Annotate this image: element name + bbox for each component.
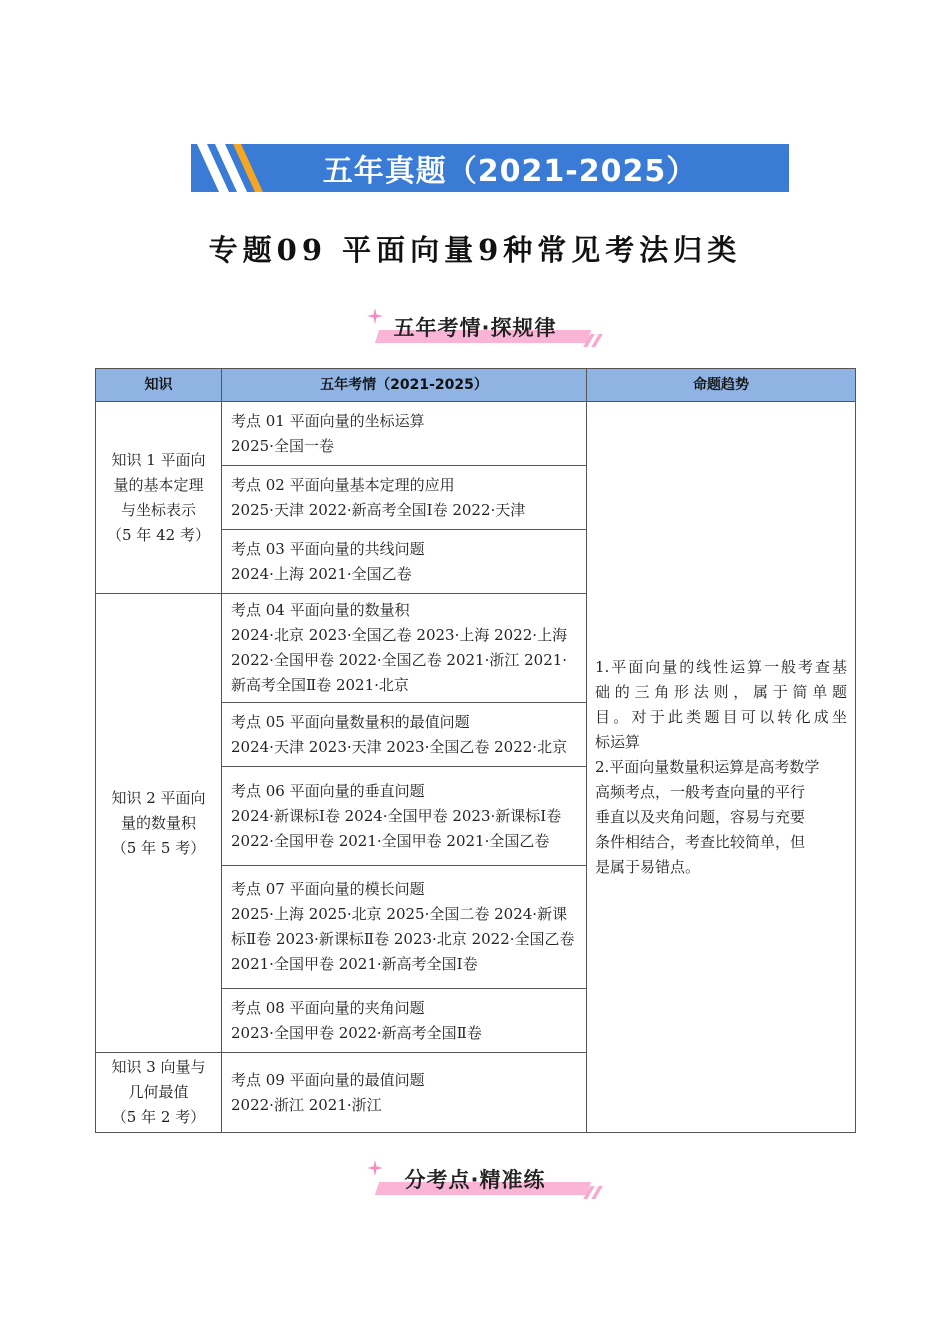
exam-point-name: 考点 04 平面向量的数量积 bbox=[231, 601, 410, 619]
trend-line: 高频考点，一般考查向量的平行 bbox=[595, 782, 806, 801]
exam-point-name: 考点 03 平面向量的共线问题 bbox=[231, 539, 425, 558]
knowledge-line: （5 年 5 考） bbox=[111, 838, 206, 857]
exam-point-cell bbox=[222, 866, 587, 989]
section-label: 五年考情·探规律 bbox=[393, 316, 557, 340]
exam-point-cell bbox=[222, 594, 587, 703]
knowledge-line: 与坐标表示 bbox=[120, 500, 196, 519]
knowledge-line: （5 年 42 考） bbox=[107, 525, 210, 544]
exam-analysis-table bbox=[95, 368, 856, 1133]
exam-point-cell bbox=[222, 703, 587, 767]
exam-point-cell bbox=[222, 767, 587, 866]
top-banner bbox=[191, 144, 789, 192]
exam-point-exams: 2024·天津 2023·天津 2023·全国乙卷 2022·北京 bbox=[231, 737, 568, 756]
knowledge-cell bbox=[96, 594, 222, 1053]
banner-title: 五年真题（2021-2025） bbox=[322, 154, 698, 189]
exam-point-cell bbox=[222, 989, 587, 1053]
knowledge-line: 量的基本定理 bbox=[113, 475, 204, 494]
trend-line: 2.平面向量数量积运算是高考数学 bbox=[595, 757, 820, 776]
exam-point-cell bbox=[222, 1053, 587, 1133]
table-row bbox=[96, 402, 856, 466]
knowledge-line: 知识 1 平面向 bbox=[111, 450, 206, 469]
knowledge-line: 几何最值 bbox=[128, 1083, 189, 1101]
trend-cell bbox=[587, 402, 856, 1133]
table-header-row bbox=[96, 369, 856, 402]
exam-point-cell bbox=[222, 402, 587, 466]
section-badge-practice bbox=[355, 1160, 595, 1204]
exam-point-exams: 2025·上海 2025·北京 2025·全国二卷 2024·新课标Ⅱ卷 2023·新课标Ⅱ卷 2023·北京 2022·全国乙卷 2021·全国甲卷 2021·新高考全国Ⅰ卷 bbox=[231, 905, 575, 973]
knowledge-line: 知识 3 向量与 bbox=[111, 1058, 206, 1076]
exam-point-name: 考点 06 平面向量的垂直问题 bbox=[231, 781, 425, 800]
knowledge-line: 知识 2 平面向 bbox=[111, 788, 206, 807]
header-knowledge: 知识 bbox=[96, 369, 222, 402]
knowledge-cell bbox=[96, 1053, 222, 1133]
exam-point-exams: 2025·天津 2022·新高考全国Ⅰ卷 2022·天津 bbox=[231, 500, 526, 519]
exam-point-name: 考点 05 平面向量数量积的最值问题 bbox=[231, 712, 470, 731]
section-label: 分考点·精准练 bbox=[404, 1168, 546, 1192]
exam-point-name: 考点 07 平面向量的模长问题 bbox=[231, 880, 425, 898]
page-title: 专题09 平面向量9种常见考法归类 bbox=[208, 233, 742, 267]
knowledge-line: 量的数量积 bbox=[120, 813, 196, 832]
trend-line: 垂直以及夹角问题，容易与充要 bbox=[595, 807, 806, 826]
exam-point-exams: 2024·新课标Ⅰ卷 2024·全国甲卷 2023·新课标Ⅰ卷 2022·全国甲卷 2021·全国甲卷 2021·全国乙卷 bbox=[231, 806, 562, 850]
trend-line: 标运算 bbox=[595, 732, 641, 751]
section-badge-exam-analysis bbox=[355, 308, 595, 352]
exam-point-name: 考点 09 平面向量的最值问题 bbox=[231, 1070, 425, 1089]
knowledge-line: （5 年 2 考） bbox=[111, 1108, 206, 1126]
trend-line: 础的三角形法则，属于简单题 bbox=[595, 682, 847, 701]
trend-line: 目。对于此类题目可以转化成坐 bbox=[595, 707, 847, 726]
exam-point-name: 考点 01 平面向量的坐标运算 bbox=[231, 411, 425, 430]
knowledge-cell bbox=[96, 402, 222, 594]
exam-point-exams: 2024·上海 2021·全国乙卷 bbox=[231, 564, 412, 583]
exam-point-cell bbox=[222, 530, 587, 594]
trend-line: 是属于易错点。 bbox=[595, 857, 701, 876]
trend-line: 1.平面向量的线性运算一般考查基 bbox=[595, 657, 847, 676]
exam-point-exams: 2025·全国一卷 bbox=[231, 436, 334, 455]
exam-point-exams: 2024·北京 2023·全国乙卷 2023·上海 2022·上海 2022·全国甲卷 2022·全国乙卷 2021·浙江 2021·新高考全国Ⅱ卷 2021·北京 bbox=[231, 626, 568, 694]
trend-line: 条件相结合，考查比较简单，但 bbox=[595, 832, 806, 851]
header-trend: 命题趋势 bbox=[587, 369, 856, 402]
exam-point-exams: 2023·全国甲卷 2022·新高考全国Ⅱ卷 bbox=[231, 1023, 482, 1042]
exam-point-cell bbox=[222, 466, 587, 530]
exam-point-exams: 2022·浙江 2021·浙江 bbox=[231, 1095, 382, 1114]
exam-point-name: 考点 08 平面向量的夹角问题 bbox=[231, 998, 425, 1017]
header-five-year-exams: 五年考情（2021-2025） bbox=[222, 369, 587, 402]
exam-point-name: 考点 02 平面向量基本定理的应用 bbox=[231, 475, 455, 494]
